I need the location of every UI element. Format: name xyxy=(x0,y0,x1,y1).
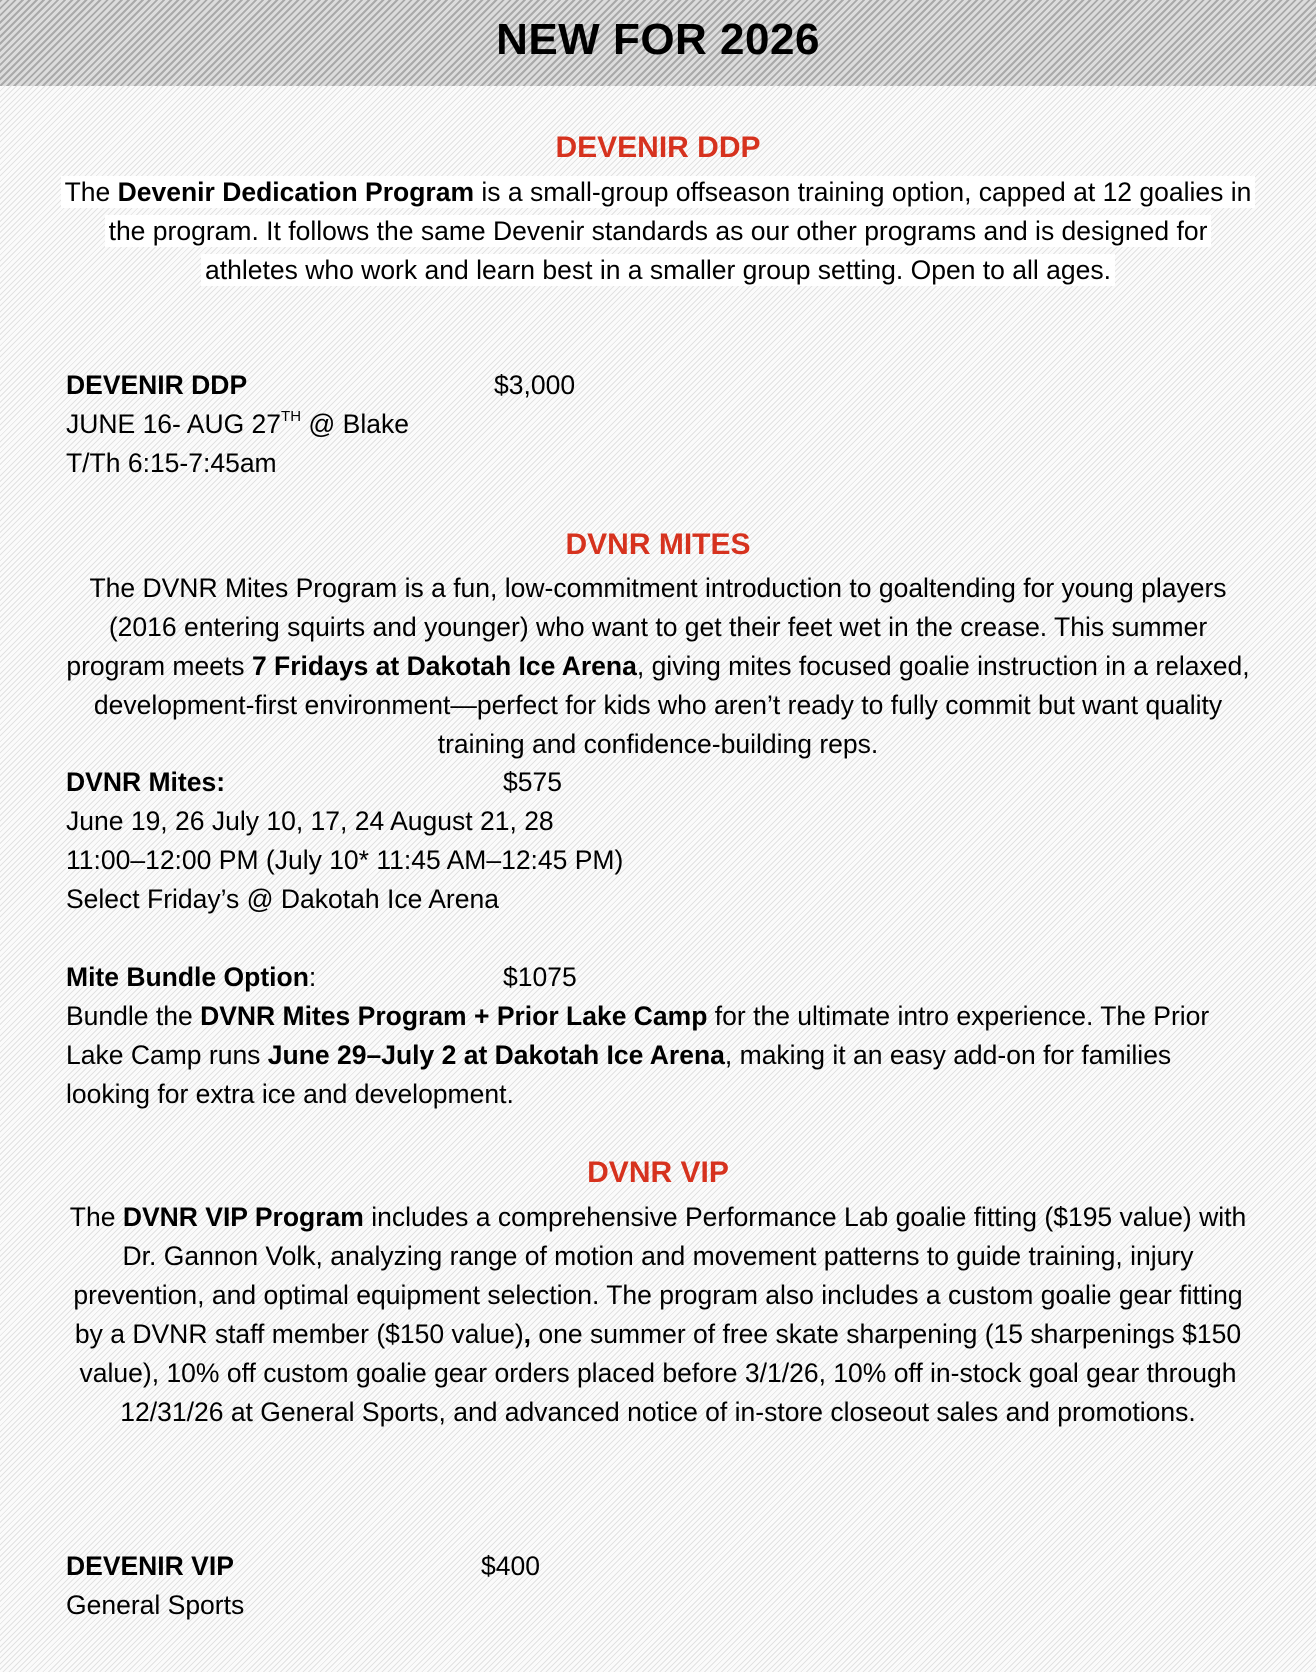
mites-location: Select Friday’s @ Dakotah Ice Arena xyxy=(66,884,499,914)
mites-desc-text-1: The DVNR Mites Program is a fun, low-commitment introduction to goaltending for young players (2016 entering squirts and younger) who want to get their feet wet in the crease. This summer program meets xyxy=(66,573,1227,681)
mites-description xyxy=(60,569,1256,764)
mite-bundle-text-2: for the ultimate intro experience. The Prior Lake Camp runs xyxy=(66,1001,1210,1070)
mites-item-price: $575 xyxy=(503,767,562,797)
mites-details xyxy=(66,763,1256,1114)
mites-times: 11:00–12:00 PM (July 10* 11:45 AM–12:45 PM) xyxy=(66,845,624,875)
vip-desc-text-2: includes a comprehensive Performance Lab goalie fitting ($195 value) with Dr. Gannon Volk, analyzing range of motion and movement patterns to guide training, injury prevention, and optimal equipment selection. The program also includes a custom goalie gear fitting by a DVNR staff member ($150 value) xyxy=(73,1202,1247,1349)
mite-bundle-colon: : xyxy=(308,962,317,992)
vip-desc-bold-2: , xyxy=(523,1319,532,1349)
vip-location: General Sports xyxy=(66,1590,245,1620)
mite-bundle-row xyxy=(66,958,1256,997)
ddp-item-row xyxy=(66,366,1256,405)
mite-bundle-bold-1: DVNR Mites Program + Prior Lake Camp xyxy=(200,1001,708,1031)
ddp-section-title: DEVENIR DDP xyxy=(555,131,761,164)
vip-item-price: $400 xyxy=(481,1551,540,1581)
vip-details xyxy=(66,1547,1256,1625)
vip-item-row xyxy=(66,1547,1256,1586)
ddp-dates-text: JUNE 16- AUG 27 xyxy=(66,409,282,439)
mite-bundle-price: $1075 xyxy=(503,962,577,992)
mites-spacer xyxy=(66,919,1256,958)
vip-description xyxy=(60,1198,1256,1432)
vip-section-title: DVNR VIP xyxy=(587,1156,729,1189)
mites-section-title: DVNR MITES xyxy=(565,528,751,561)
mite-bundle-description xyxy=(66,997,1256,1114)
mites-item-label: DVNR Mites: xyxy=(66,767,226,797)
mite-bundle-text-1: Bundle the xyxy=(66,1001,201,1031)
ddp-item-label: DEVENIR DDP xyxy=(66,370,248,400)
ddp-item-price: $3,000 xyxy=(494,370,576,400)
page-title: NEW FOR 2026 xyxy=(496,15,820,64)
ddp-desc-text-1: The xyxy=(64,177,118,207)
ddp-description xyxy=(60,173,1256,290)
ddp-dates-location: @ Blake xyxy=(301,409,409,439)
ddp-dates-sup: TH xyxy=(281,408,302,425)
ddp-desc-text-2: is a small-group offseason training option, capped at 12 goalies in the program. It follows the same Devenir standards as our other programs and is designed for athletes who work and learn best in a smaller group setting. Open to all ages. xyxy=(108,177,1252,285)
vip-item-label: DEVENIR VIP xyxy=(66,1551,234,1581)
vip-desc-bold-1: DVNR VIP Program xyxy=(122,1202,364,1232)
mites-desc-text-2: , giving mites focused goalie instruction in a relaxed, development-first environment—perfect for kids who aren’t ready to fully commit but want quality training and confidence-building reps. xyxy=(93,651,1250,759)
ddp-dates xyxy=(66,405,1256,444)
mites-desc-bold-1: 7 Fridays at Dakotah Ice Arena xyxy=(251,651,637,681)
vip-desc-text-1: The xyxy=(69,1202,123,1232)
ddp-times: T/Th 6:15-7:45am xyxy=(66,448,277,478)
mites-item-row xyxy=(66,763,1256,802)
mite-bundle-bold-2: June 29–July 2 at Dakotah Ice Arena xyxy=(267,1040,725,1070)
ddp-desc-bold-1: Devenir Dedication Program xyxy=(117,177,475,207)
mite-bundle-label: Mite Bundle Option xyxy=(66,962,309,992)
ddp-details xyxy=(66,366,1256,483)
mites-dates: June 19, 26 July 10, 17, 24 August 21, 28 xyxy=(66,806,554,836)
mite-bundle-text-3: , making it an easy add-on for families looking for extra ice and development. xyxy=(66,1040,1172,1109)
vip-desc-text-3: one summer of free skate sharpening (15 sharpenings $150 value), 10% off custom goalie gear orders placed before 3/1/26, 10% off in-stock goal gear through 12/31/26 at General Sports, and advanced notice of in-store closeout sales and promotions. xyxy=(79,1319,1242,1427)
